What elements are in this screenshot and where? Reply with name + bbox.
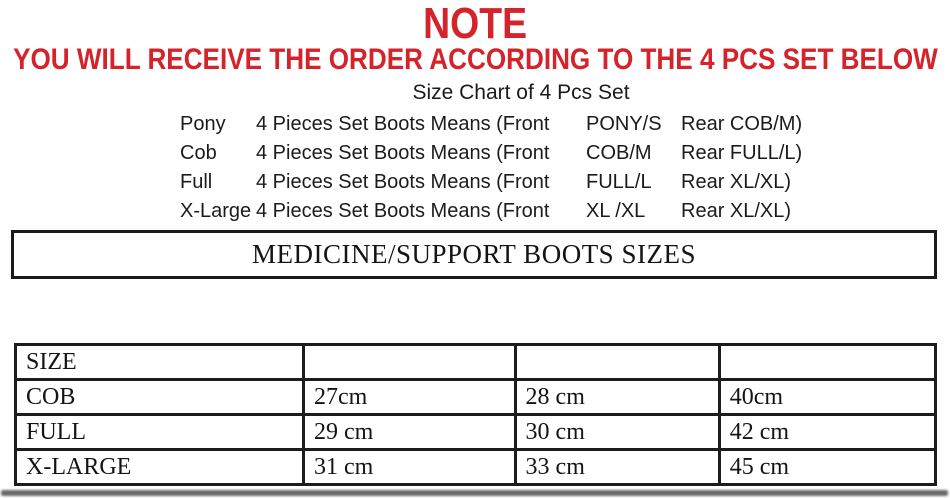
set-size-label: Cob xyxy=(180,142,217,164)
size-chart-heading: Size Chart of 4 Pcs Set xyxy=(412,81,630,104)
set-means-text: 4 Pieces Set Boots Means (Front xyxy=(256,142,550,164)
set-means-text: 4 Pieces Set Boots Means (Front xyxy=(256,171,550,193)
boots-size-table xyxy=(14,343,937,486)
table-row-full xyxy=(16,415,936,450)
table-cell-measure: 33 cm xyxy=(515,450,719,485)
medicine-boots-banner xyxy=(11,230,937,279)
table-cell-measure: 40cm xyxy=(719,380,935,415)
set-size-label: Pony xyxy=(180,113,226,135)
set-size-label: X-Large xyxy=(180,200,252,222)
set-rear-size: Rear XL/XL) xyxy=(681,171,792,193)
table-header-cell xyxy=(515,345,719,380)
table-cell-measure: 42 cm xyxy=(719,415,935,450)
pcs-set-list xyxy=(180,110,950,226)
table-cell-measure: 29 cm xyxy=(303,415,515,450)
set-means-text: 4 Pieces Set Boots Means (Front xyxy=(256,113,550,135)
note-title-text: NOTE xyxy=(423,0,527,48)
table-row-cob xyxy=(16,380,936,415)
table-cell-size-name: X-LARGE xyxy=(16,450,304,485)
set-means-text: 4 Pieces Set Boots Means (Front xyxy=(256,200,550,222)
set-front-size: XL /XL xyxy=(586,200,646,222)
pcs-set-line-full xyxy=(180,168,950,197)
table-cell-size-name: FULL xyxy=(16,415,304,450)
table-header-cell xyxy=(303,345,515,380)
set-size-label: Full xyxy=(180,171,213,193)
set-front-size: PONY/S xyxy=(586,113,662,135)
table-cell-size-name: COB xyxy=(16,380,304,415)
banner-title: MEDICINE/SUPPORT BOOTS SIZES xyxy=(252,239,696,269)
table-cell-measure: 45 cm xyxy=(719,450,935,485)
pcs-set-line-pony xyxy=(180,110,950,139)
table-cell-measure: 28 cm xyxy=(515,380,719,415)
set-rear-size: Rear COB/M) xyxy=(681,113,803,135)
set-front-size: FULL/L xyxy=(586,171,652,193)
table-header-row xyxy=(16,345,936,380)
note-title xyxy=(0,2,950,46)
table-header-cell xyxy=(719,345,935,380)
set-front-size: COB/M xyxy=(586,142,652,164)
pcs-set-line-xlarge xyxy=(180,197,950,226)
table-cell-measure: 27cm xyxy=(303,380,515,415)
note-subtitle xyxy=(0,42,950,78)
table-header-cell-size: SIZE xyxy=(16,345,304,380)
table-cell-measure: 31 cm xyxy=(303,450,515,485)
table-row-xlarge xyxy=(16,450,936,485)
pcs-set-line-cob xyxy=(180,139,950,168)
bottom-divider-bar xyxy=(1,490,948,496)
set-rear-size: Rear XL/XL) xyxy=(681,200,792,222)
table-cell-measure: 30 cm xyxy=(515,415,719,450)
set-rear-size: Rear FULL/L) xyxy=(681,142,803,164)
note-subtitle-text: YOU WILL RECEIVE THE ORDER ACCORDING TO THE 4 PCS SET BELOW xyxy=(12,43,938,76)
